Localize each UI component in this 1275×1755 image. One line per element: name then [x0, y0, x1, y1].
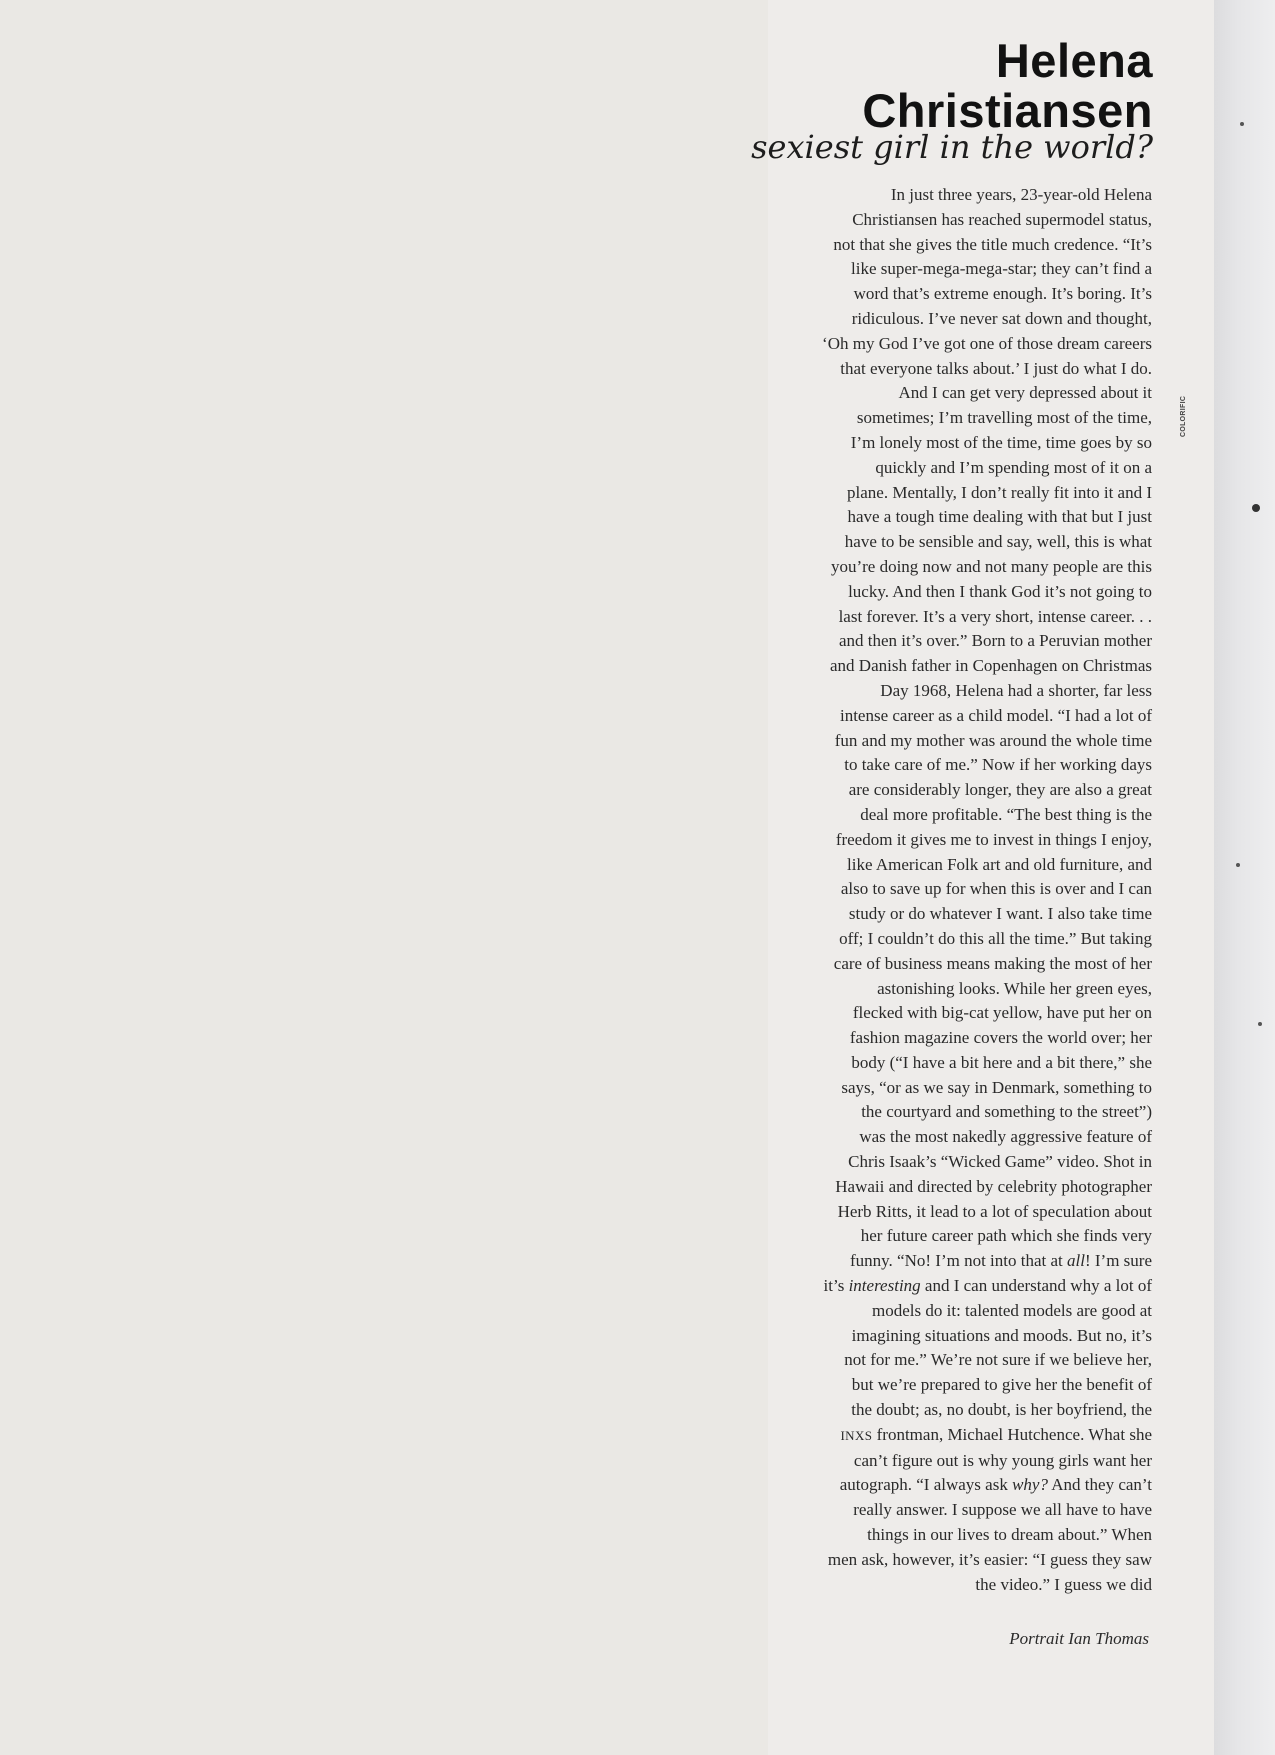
body-line: flecked with big-cat yellow, have put her on — [852, 1003, 1152, 1023]
body-line: things in our lives to dream about.” When — [867, 1525, 1152, 1545]
body-line: study or do whatever I want. I also take time — [848, 904, 1152, 924]
page-gutter — [1214, 0, 1275, 1755]
body-line: that everyone talks about.’ I just do what I do. — [840, 358, 1152, 378]
body-line: was the most nakedly aggressive feature of — [859, 1127, 1152, 1147]
line-part: and I can understand why a lot of — [920, 1276, 1152, 1296]
body-line: her future career path which she finds very — [860, 1226, 1152, 1246]
article-body — [774, 183, 1152, 1597]
body-line: are considerably longer, they are also a great — [848, 780, 1152, 800]
body-line: Hawaii and directed by celebrity photographer — [835, 1176, 1152, 1196]
print-speck — [1252, 504, 1260, 512]
body-line: In just three years, 23-year-old Helena — [890, 185, 1152, 204]
body-line: off; I couldn’t do this all the time.” But taking — [839, 928, 1152, 948]
body-line: imagining situations and moods. But no, it’s — [851, 1325, 1152, 1345]
body-line: and then it’s over.” Born to a Peruvian mother — [838, 631, 1152, 651]
line-part: ! I’m sure — [1084, 1251, 1152, 1271]
line-part: autograph. “I always ask — [839, 1475, 1013, 1495]
body-line: have to be sensible and say, well, this is what — [844, 532, 1152, 552]
body-line: astonishing looks. While her green eyes, — [877, 978, 1152, 998]
body-line: Herb Ritts, it lead to a lot of speculation about — [837, 1201, 1152, 1221]
body-line: Christiansen has reached supermodel status, — [852, 209, 1152, 229]
body-line: intense career as a child model. “I had a lot of — [839, 705, 1152, 725]
body-line: And I can get very depressed about it — [898, 383, 1152, 403]
body-line: quickly and I’m spending most of it on a — [875, 457, 1152, 477]
line-part: And they can’t — [1047, 1475, 1152, 1495]
print-speck — [1258, 1022, 1262, 1026]
body-line: have a tough time dealing with that but I just — [847, 507, 1152, 527]
body-line: not that she gives the title much credence. “It’s — [833, 234, 1152, 254]
body-line: Day 1968, Helena had a shorter, far less — [880, 680, 1152, 700]
body-line — [774, 1249, 1152, 1274]
body-line: last forever. It’s a very short, intense career. . . — [838, 606, 1152, 626]
body-line — [774, 1274, 1152, 1299]
emphasis-all: all — [1067, 1251, 1085, 1271]
body-line: plane. Mentally, I don’t really fit into it and I — [847, 482, 1152, 502]
body-line: ridiculous. I’ve never sat down and thought, — [851, 308, 1152, 328]
body-line: the courtyard and something to the street”) — [861, 1102, 1152, 1122]
line-part: funny. “No! I’m not into that at — [850, 1251, 1068, 1271]
title-line-1: Helena — [995, 34, 1153, 87]
body-line: body (“I have a bit here and a bit there,” she — [851, 1052, 1152, 1072]
print-speck — [1240, 122, 1244, 126]
body-line: not for me.” We’re not sure if we believe her, — [844, 1350, 1152, 1370]
body-line: care of business means making the most of her — [833, 953, 1152, 973]
body-line: really answer. I suppose we all have to have — [853, 1500, 1152, 1520]
band-name: INXS — [840, 1427, 873, 1443]
title-line-2: Christiansen — [862, 84, 1153, 137]
body-line: says, “or as we say in Denmark, something to — [841, 1077, 1152, 1097]
print-speck — [1236, 863, 1240, 867]
photo-agency-credit: COLORIFIC — [1180, 395, 1187, 437]
body-line: men ask, however, it’s easier: “I guess they saw — [827, 1549, 1152, 1569]
body-line: the doubt; as, no doubt, is her boyfriend, the — [851, 1400, 1152, 1420]
body-line: like American Folk art and old furniture, and — [847, 854, 1152, 874]
body-line — [774, 1423, 1152, 1449]
emphasis-why: why? — [1012, 1475, 1048, 1495]
body-line: can’t figure out is why young girls want her — [853, 1450, 1152, 1470]
body-line: but we’re prepared to give her the benefit of — [851, 1375, 1152, 1395]
body-line: and Danish father in Copenhagen on Christmas — [830, 656, 1152, 676]
body-line: word that’s extreme enough. It’s boring. It’s — [853, 284, 1152, 304]
body-line: ‘Oh my God I’ve got one of those dream careers — [822, 333, 1152, 353]
line-part: frontman, Michael Hutchence. What she — [872, 1424, 1152, 1444]
body-line: freedom it gives me to invest in things I enjoy, — [835, 829, 1152, 849]
body-line: Chris Isaak’s “Wicked Game” video. Shot in — [848, 1152, 1152, 1172]
body-line: lucky. And then I thank God it’s not going to — [848, 581, 1152, 601]
body-line: fun and my mother was around the whole time — [834, 730, 1152, 750]
emphasis-interesting: interesting — [848, 1276, 921, 1296]
body-line: models do it: talented models are good at — [872, 1300, 1152, 1320]
body-line: fashion magazine covers the world over; her — [849, 1028, 1152, 1048]
body-line: like super-mega-mega-star; they can’t find a — [851, 259, 1152, 279]
body-line: you’re doing now and not many people are this — [830, 556, 1152, 576]
body-line — [774, 1473, 1152, 1498]
article-title — [862, 36, 1153, 136]
body-line: I’m lonely most of the time, time goes by so — [850, 432, 1152, 452]
body-line: deal more profitable. “The best thing is the — [860, 804, 1152, 824]
body-line: to take care of me.” Now if her working days — [844, 755, 1152, 775]
body-line: sometimes; I’m travelling most of the time, — [856, 408, 1152, 428]
body-line: the video.” I guess we did — [975, 1574, 1152, 1594]
article-subtitle: sexiest girl in the world? — [751, 128, 1153, 166]
line-part: it’s — [823, 1276, 849, 1296]
portrait-credit: Portrait Ian Thomas — [1009, 1629, 1149, 1648]
body-line: also to save up for when this is over and I can — [840, 879, 1152, 899]
